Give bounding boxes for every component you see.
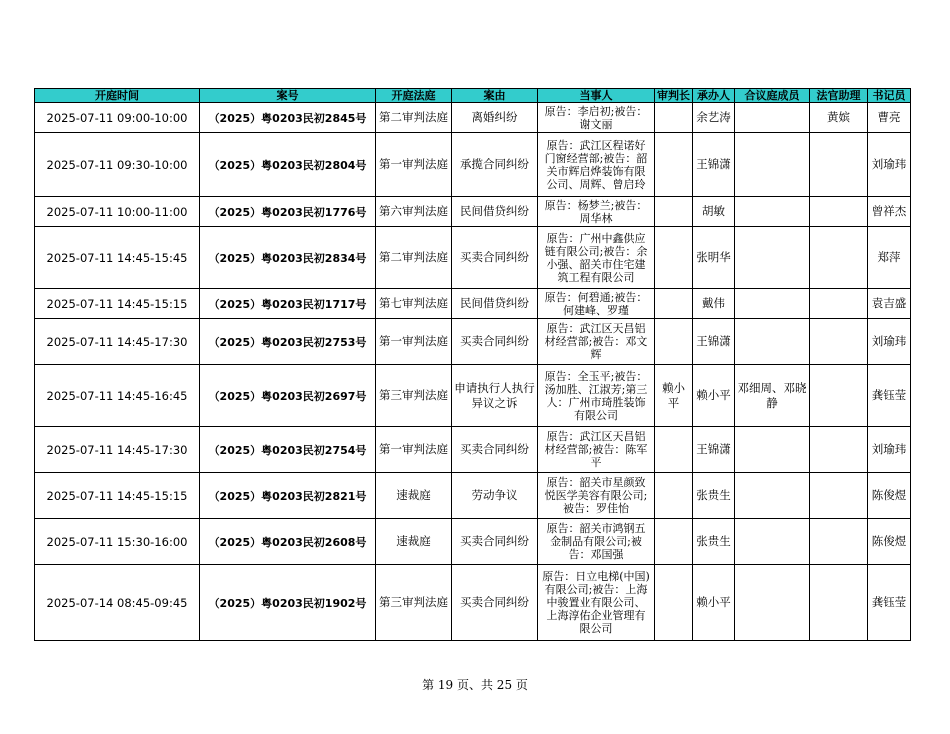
cell-chief-judge <box>655 519 693 565</box>
cell-hearing-time: 2025-07-14 08:45-09:45 <box>35 565 200 641</box>
cell-judge-assistant <box>810 565 868 641</box>
text-line: 筑工程有限公司 <box>557 270 635 284</box>
cell-case-reason: 民间借贷纠纷 <box>452 197 538 227</box>
cell-courtroom: 第七审判法庭 <box>376 289 452 319</box>
cell-case-reason: 买卖合同纠纷 <box>452 519 538 565</box>
cell-hearing-time: 2025-07-11 14:45-16:45 <box>35 365 200 427</box>
table-row <box>35 565 911 641</box>
cell-handler: 王锦潇 <box>693 133 735 197</box>
hearing-schedule-table <box>34 88 911 641</box>
cell-judge-assistant <box>810 365 868 427</box>
cell-chief-judge <box>655 197 693 227</box>
text-line: 有限公司 <box>574 408 618 422</box>
text-line: 原告：何碧通;被告： <box>544 290 648 304</box>
text-line: 告：邓国强 <box>568 548 624 561</box>
cell-case-reason <box>452 365 538 427</box>
cell-panel-members <box>735 427 810 473</box>
cell-case-reason: 承揽合同纠纷 <box>452 133 538 197</box>
header-parties: 当事人 <box>538 89 655 103</box>
cell-handler: 戴伟 <box>693 289 735 319</box>
cell-clerk: 刘瑜玮 <box>868 133 911 197</box>
text-line: 谢文丽 <box>579 117 613 131</box>
cell-case-number: （2025）粤0203民初2754号 <box>200 427 376 473</box>
cell-hearing-time: 2025-07-11 10:00-11:00 <box>35 197 200 227</box>
cell-case-reason: 买卖合同纠纷 <box>452 427 538 473</box>
table-row <box>35 319 911 365</box>
cell-parties <box>538 365 655 427</box>
text-line: 公司、周辉、曾启玲 <box>546 177 646 191</box>
text-line: 被告：罗佳怡 <box>563 502 629 515</box>
cell-chief-judge <box>655 473 693 519</box>
cell-judge-assistant <box>810 227 868 289</box>
cell-courtroom: 第三审判法庭 <box>376 365 452 427</box>
cell-handler: 张明华 <box>693 227 735 289</box>
cell-handler: 赖小平 <box>693 365 735 427</box>
cell-case-number: （2025）粤0203民初1717号 <box>200 289 376 319</box>
text-line: 原告：李启初;被告： <box>544 104 648 118</box>
cell-chief-judge <box>655 427 693 473</box>
cell-panel-members <box>735 227 810 289</box>
cell-clerk: 曹亮 <box>868 103 911 133</box>
cell-clerk: 龚钰莹 <box>868 365 911 427</box>
text-line: 中骏置业有限公司、 <box>546 596 646 609</box>
cell-chief-judge <box>655 227 693 289</box>
text-line: 平 <box>590 456 602 469</box>
text-line: 申请执行人执行 <box>454 380 535 395</box>
cell-clerk: 陈俊煜 <box>868 519 911 565</box>
text-line: 有限公司;被告：上海 <box>544 583 648 596</box>
cell-hearing-time: 2025-07-11 14:45-15:15 <box>35 289 200 319</box>
cell-case-number: （2025）粤0203民初2845号 <box>200 103 376 133</box>
cell-clerk: 曾祥杰 <box>868 197 911 227</box>
table-row <box>35 133 911 197</box>
text-line: 原告：武江区天昌铝 <box>546 430 646 443</box>
cell-case-number: （2025）粤0203民初1776号 <box>200 197 376 227</box>
cell-case-reason: 买卖合同纠纷 <box>452 319 538 365</box>
table-row <box>35 365 911 427</box>
text-line: 门窗经营部;被告：韶 <box>544 151 648 165</box>
cell-courtroom: 速裁庭 <box>376 519 452 565</box>
text-line: 原告：全玉平;被告： <box>544 369 648 383</box>
text-line: 静 <box>766 395 778 410</box>
cell-case-number: （2025）粤0203民初2697号 <box>200 365 376 427</box>
cell-parties <box>538 427 655 473</box>
cell-clerk: 郑萍 <box>868 227 911 289</box>
cell-chief-judge <box>655 289 693 319</box>
cell-panel-members <box>735 133 810 197</box>
cell-panel-members <box>735 289 810 319</box>
cell-hearing-time: 2025-07-11 14:45-17:30 <box>35 427 200 473</box>
cell-case-number: （2025）粤0203民初2804号 <box>200 133 376 197</box>
cell-panel-members <box>735 365 810 427</box>
cell-case-reason: 离婚纠纷 <box>452 103 538 133</box>
text-line: 原告：韶关市星颜致 <box>546 476 646 489</box>
header-handler: 承办人 <box>693 89 735 103</box>
cell-panel-members <box>735 319 810 365</box>
cell-judge-assistant <box>810 319 868 365</box>
cell-judge-assistant <box>810 473 868 519</box>
cell-courtroom: 速裁庭 <box>376 473 452 519</box>
cell-judge-assistant <box>810 519 868 565</box>
cell-handler: 王锦潇 <box>693 319 735 365</box>
cell-parties <box>538 197 655 227</box>
cell-panel-members <box>735 197 810 227</box>
cell-clerk: 龚钰莹 <box>868 565 911 641</box>
cell-case-reason: 买卖合同纠纷 <box>452 565 538 641</box>
cell-clerk: 刘瑜玮 <box>868 427 911 473</box>
text-line: 上海淳佑企业管理有 <box>546 609 646 622</box>
cell-hearing-time: 2025-07-11 14:45-15:45 <box>35 227 200 289</box>
cell-parties <box>538 289 655 319</box>
cell-courtroom: 第三审判法庭 <box>376 565 452 641</box>
cell-hearing-time: 2025-07-11 14:45-17:30 <box>35 319 200 365</box>
cell-hearing-time: 2025-07-11 14:45-15:15 <box>35 473 200 519</box>
cell-parties <box>538 319 655 365</box>
table-row <box>35 519 911 565</box>
text-line: 金制品有限公司;被 <box>550 535 642 548</box>
table-row <box>35 227 911 289</box>
cell-handler: 余艺涛 <box>693 103 735 133</box>
text-line: 原告：武江区天昌铝 <box>546 322 646 335</box>
cell-handler: 赖小平 <box>693 565 735 641</box>
cell-panel-members <box>735 519 810 565</box>
cell-panel-members <box>735 565 810 641</box>
cell-parties <box>538 519 655 565</box>
cell-hearing-time: 2025-07-11 09:00-10:00 <box>35 103 200 133</box>
header-row <box>35 89 911 103</box>
table-row <box>35 197 911 227</box>
text-line: 小强、韶关市住宅建 <box>546 257 646 271</box>
cell-handler: 张贵生 <box>693 473 735 519</box>
text-line: 人：广州市琦胜装饰 <box>546 395 646 409</box>
text-line: 原告：武江区程诺好 <box>546 138 646 152</box>
cell-case-number: （2025）粤0203民初2821号 <box>200 473 376 519</box>
cell-case-reason: 买卖合同纠纷 <box>452 227 538 289</box>
cell-judge-assistant <box>810 289 868 319</box>
header-court: 开庭法庭 <box>376 89 452 103</box>
cell-judge-assistant <box>810 133 868 197</box>
table-row <box>35 473 911 519</box>
cell-chief-judge <box>655 565 693 641</box>
cell-courtroom: 第一审判法庭 <box>376 319 452 365</box>
cell-parties <box>538 103 655 133</box>
cell-courtroom: 第一审判法庭 <box>376 133 452 197</box>
cell-handler: 王锦潇 <box>693 427 735 473</box>
table-row <box>35 427 911 473</box>
text-line: 何建峰、罗瑾 <box>563 303 629 317</box>
cell-panel-members <box>735 103 810 133</box>
text-line: 链有限公司;被告：余 <box>544 244 648 258</box>
text-line: 原告：日立电梯(中国) <box>542 570 650 583</box>
cell-courtroom: 第二审判法庭 <box>376 227 452 289</box>
cell-handler: 胡敏 <box>693 197 735 227</box>
header-reason: 案由 <box>452 89 538 103</box>
cell-courtroom: 第二审判法庭 <box>376 103 452 133</box>
text-line: 原告：广州中鑫供应 <box>546 231 646 245</box>
cell-courtroom: 第六审判法庭 <box>376 197 452 227</box>
cell-case-reason: 劳动争议 <box>452 473 538 519</box>
text-line: 原告：杨梦兰;被告： <box>544 198 648 212</box>
cell-chief-judge: 赖小平 <box>655 365 693 427</box>
cell-parties <box>538 473 655 519</box>
text-line: 悦医学美容有限公司; <box>544 489 648 502</box>
cell-hearing-time: 2025-07-11 15:30-16:00 <box>35 519 200 565</box>
header-case-no: 案号 <box>200 89 376 103</box>
cell-case-number: （2025）粤0203民初2753号 <box>200 319 376 365</box>
cell-chief-judge <box>655 103 693 133</box>
cell-clerk: 袁吉盛 <box>868 289 911 319</box>
text-line: 邓细周、邓晓 <box>737 380 807 395</box>
header-clerk: 书记员 <box>868 89 911 103</box>
cell-hearing-time: 2025-07-11 09:30-10:00 <box>35 133 200 197</box>
cell-panel-members <box>735 473 810 519</box>
cell-handler: 张贵生 <box>693 519 735 565</box>
cell-clerk: 陈俊煜 <box>868 473 911 519</box>
header-panel: 合议庭成员 <box>735 89 810 103</box>
cell-case-number: （2025）粤0203民初2608号 <box>200 519 376 565</box>
cell-case-number: （2025）粤0203民初2834号 <box>200 227 376 289</box>
cell-clerk: 刘瑜玮 <box>868 319 911 365</box>
cell-case-number: （2025）粤0203民初1902号 <box>200 565 376 641</box>
cell-parties <box>538 565 655 641</box>
text-line: 原告：韶关市鸿钢五 <box>546 522 646 535</box>
page-number: 第 19 页、共 25 页 <box>422 678 528 692</box>
header-assistant: 法官助理 <box>810 89 868 103</box>
header-time: 开庭时间 <box>35 89 200 103</box>
header-chief-judge: 审判长 <box>655 89 693 103</box>
text-line: 异议之诉 <box>471 395 518 410</box>
text-line: 材经营部;被告：邓文 <box>544 335 648 348</box>
cell-judge-assistant <box>810 427 868 473</box>
table-row <box>35 289 911 319</box>
text-line: 材经营部;被告：陈军 <box>544 443 648 456</box>
cell-parties <box>538 133 655 197</box>
cell-chief-judge <box>655 133 693 197</box>
cell-courtroom: 第一审判法庭 <box>376 427 452 473</box>
cell-judge-assistant <box>810 197 868 227</box>
text-line: 辉 <box>590 348 602 361</box>
text-line: 汤加胜、江淑芳;第三 <box>544 382 648 396</box>
table-row <box>35 103 911 133</box>
cell-judge-assistant: 黄嫔 <box>810 103 868 133</box>
text-line: 周华林 <box>579 211 613 225</box>
text-line: 关市辉启烨装饰有限 <box>546 164 646 178</box>
cell-chief-judge <box>655 319 693 365</box>
text-line: 限公司 <box>579 622 613 635</box>
cell-case-reason: 民间借贷纠纷 <box>452 289 538 319</box>
cell-parties <box>538 227 655 289</box>
